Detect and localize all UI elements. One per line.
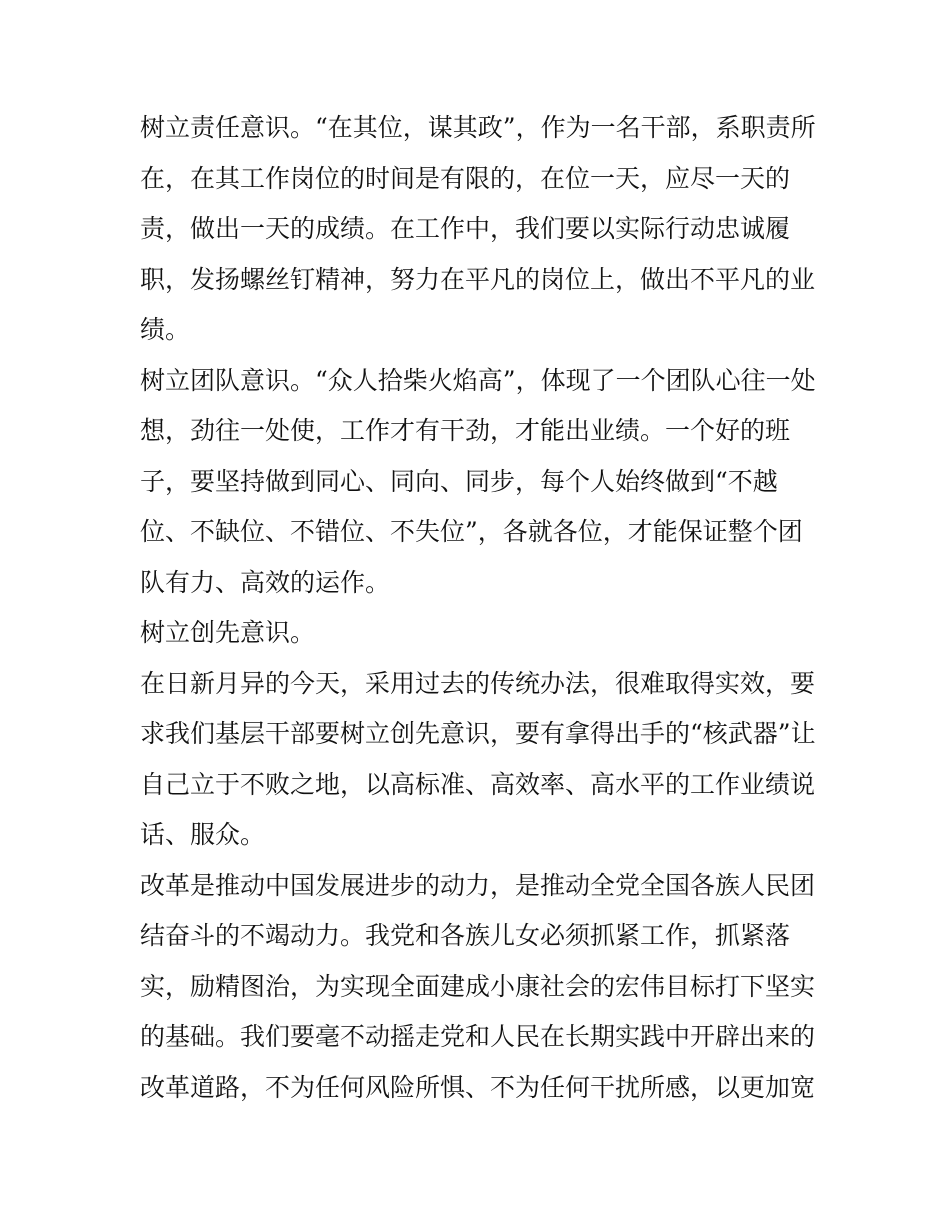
text-line: 职，发扬螺丝钉精神，努力在平凡的岗位上，做出不平凡的业 — [140, 264, 816, 294]
text-line: 队有力、高效的运作。 — [140, 567, 391, 597]
document-body — [140, 103, 820, 1113]
text-line: 树立团队意识。“众人拾柴火焰高”，体现了一个团队心往一处 — [140, 365, 816, 395]
text-line: 树立责任意识。“在其位，谋其政”，作为一名干部，系职责所 — [140, 113, 816, 142]
text-line: 的基础。我们要毫不动摇走党和人民在长期实践中开辟出来的 — [140, 1022, 816, 1051]
text-line: 自己立于不败之地，以高标准、高效率、高水平的工作业绩说 — [140, 769, 816, 799]
text-line: 在，在其工作岗位的时间是有限的，在位一天，应尽一天的 — [140, 163, 791, 193]
text-line: 树立创先意识。 — [140, 618, 316, 647]
text-line: 想，劲往一处使，工作才有干劲，才能出业绩。一个好的班 — [140, 416, 791, 445]
text-line: 话、服众。 — [140, 820, 266, 849]
text-line: 绩。 — [140, 315, 191, 344]
text-line: 在日新月异的今天，采用过去的传统办法，很难取得实效，要 — [140, 668, 816, 698]
text-line: 子，要坚持做到同心、同向、同步，每个人始终做到“不越 — [140, 466, 778, 496]
text-line: 求我们基层干部要树立创先意识，要有拿得出手的“核武器”让 — [140, 719, 816, 748]
text-line: 责，做出一天的成绩。在工作中，我们要以实际行动忠诚履 — [140, 214, 791, 243]
text-line: 结奋斗的不竭动力。我党和各族儿女必须抓紧工作，抓紧落 — [140, 921, 791, 950]
text-line: 改革道路，不为任何风险所惧、不为任何干扰所感，以更加宽 — [140, 1072, 816, 1102]
text-line: 实，励精图治，为实现全面建成小康社会的宏伟目标打下坚实 — [140, 971, 816, 1001]
text-line: 位、不缺位、不错位、不失位”，各就各位，才能保证整个团 — [140, 517, 803, 546]
text-line: 改革是推动中国发展进步的动力，是推动全党全国各族人民团 — [140, 870, 816, 900]
